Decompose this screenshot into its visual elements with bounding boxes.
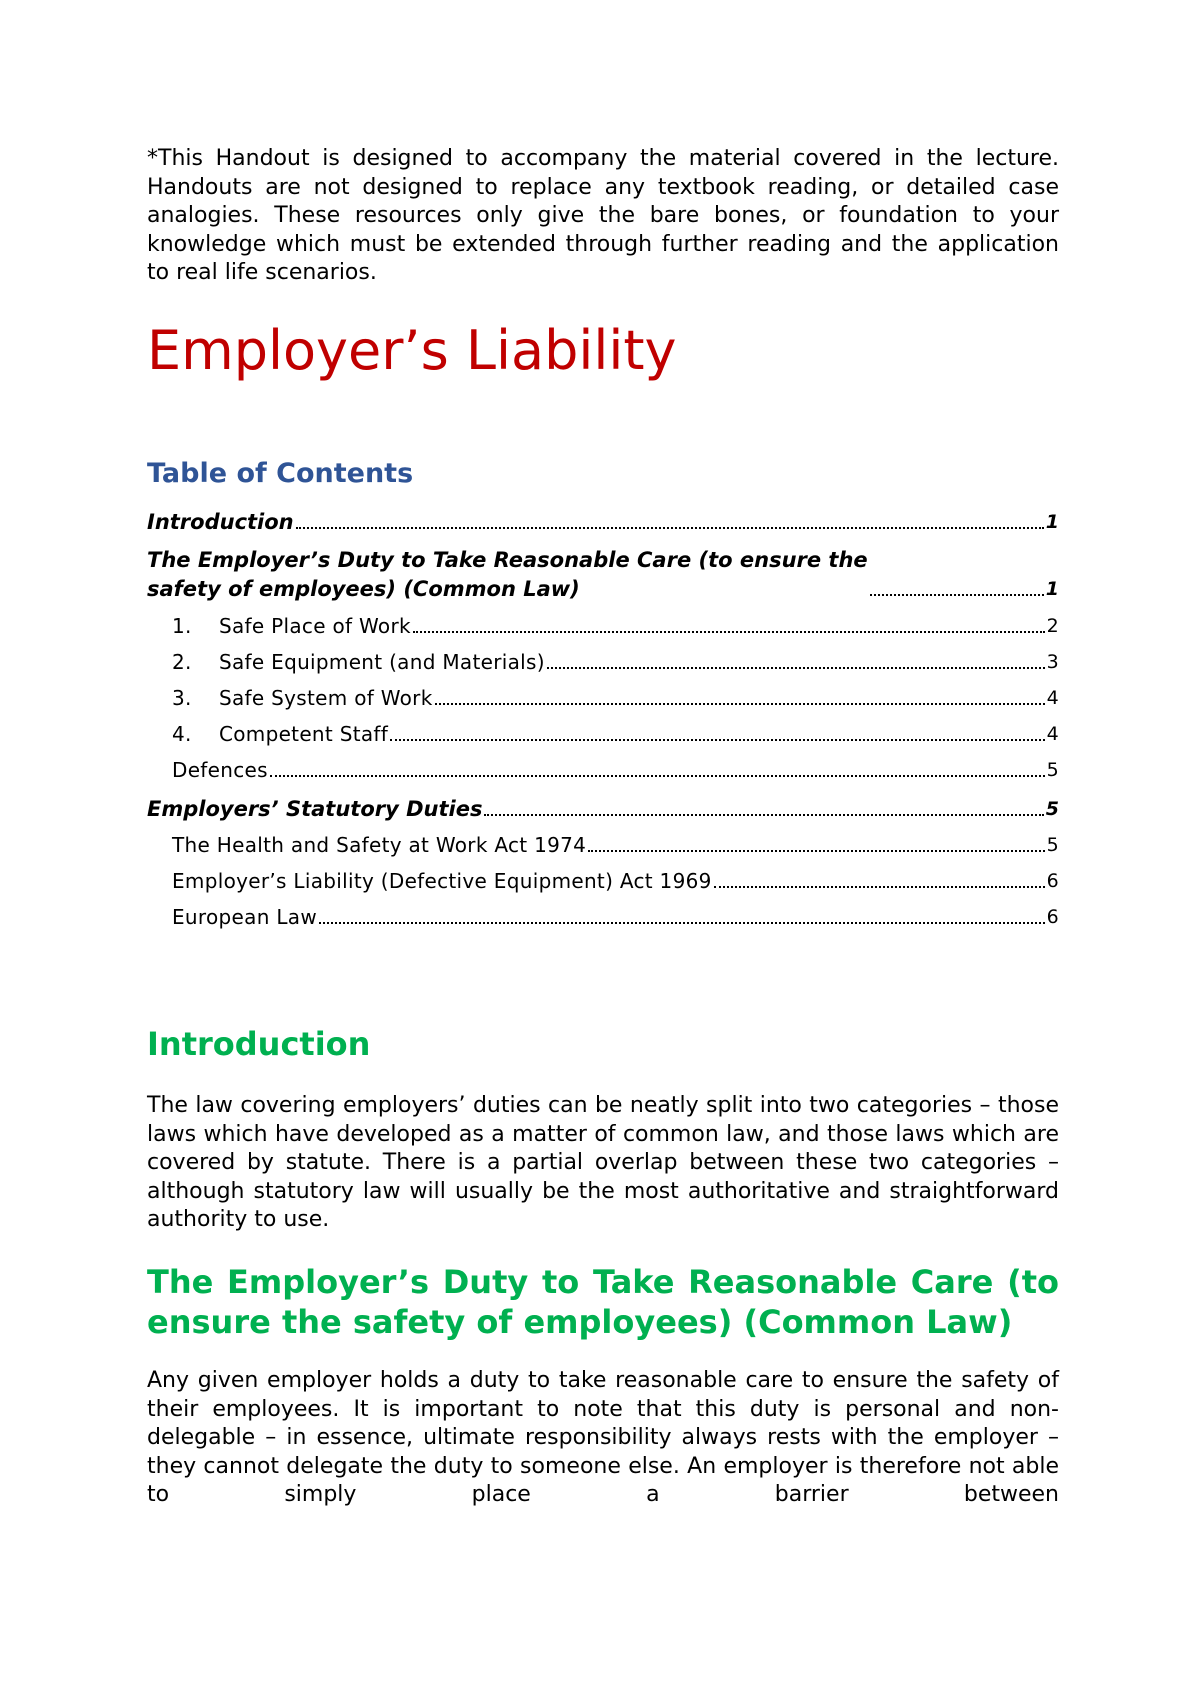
document-title: Employer’s Liability [147,319,677,382]
handout-note: *This Handout is designed to accompany the material covered in the lecture. Handouts are not designed to replace any textbook reading, or detailed case analogies. These resources only give the bare bones, or foundation to your knowledge which must be extended through further reading and the application to real life scenarios. [147,146,1059,285]
toc-page-number: 3 [1046,651,1059,673]
toc-entry-safe-equipment[interactable] [147,648,1059,677]
toc-leader [319,922,1045,924]
toc-page-number: 6 [1046,870,1059,892]
toc-entry-health-and-safety-act[interactable] [147,831,1059,860]
toc-page-number: 5 [1046,759,1059,781]
toc-entry-label: Introduction [147,510,294,534]
toc-entry-statutory-duties[interactable] [147,795,1059,824]
toc-leader [547,667,1045,669]
introduction-paragraph: The law covering employers’ duties can be neatly split into two categories – those laws which have developed as a matter of common law, and those laws which are covered by statute. There is a partial overlap between these two categories – although statutory law will usually be the most authoritative and straightforward authority to use. [147,1093,1059,1232]
toc-page-number: 1 [1045,578,1059,600]
toc-entry-defences[interactable] [147,756,1059,785]
toc-entry-label: Employer’s Liability (Defective Equipment) Act 1969 [172,869,712,893]
toc-entry-defective-equipment-act[interactable] [147,867,1059,896]
toc-entry-european-law[interactable] [147,903,1059,932]
toc-page-number: 5 [1046,834,1059,856]
toc-page-number: 1 [1045,511,1059,533]
section-heading-employers-duty: The Employer’s Duty to Take Reasonable Care (to ensure the safety of employees) (Common Law) [147,1263,1059,1341]
section-heading-introduction: Introduction [147,1025,371,1063]
toc-leader [484,814,1043,816]
toc-leader [296,527,1044,529]
toc-entry-label [147,546,868,604]
toc-entry-number: 2. [172,650,192,674]
toc-leader [870,594,1044,596]
toc-leader [270,775,1045,777]
toc-entry-label: Safe Equipment (and Materials) [219,650,545,674]
toc-entry-label: Employers’ Statutory Duties [147,797,483,821]
toc-page-number: 4 [1046,687,1059,709]
toc-leader [588,850,1044,852]
toc-heading: Table of Contents [147,458,414,489]
toc-leader [413,631,1045,633]
toc-entry-label: Safe System of Work [219,686,433,710]
toc-page-number: 6 [1046,906,1059,928]
employers-duty-paragraph: Any given employer holds a duty to take reasonable care to ensure the safety of their employees. It is important to note that this duty is personal and non-delegable – in essence, ultimate responsibility always rests with the employer – they cannot delegate the duty to someone else. An employer is therefore not able to simply place a barrier between [147,1368,1059,1507]
toc-entry-number: 3. [172,686,192,710]
toc-entry-competent-staff[interactable] [147,720,1059,749]
toc-entry-number: 4. [172,722,192,746]
toc-entry-label: Defences [172,758,268,782]
toc-entry-label-line2: safety of employees) (Common Law) [147,577,580,601]
toc-page-number: 4 [1046,723,1059,745]
toc-leader [435,703,1045,705]
toc-entry-label: Competent Staff [219,722,389,746]
toc-entry-label-line1: The Employer’s Duty to Take Reasonable Care (to ensure the [147,548,868,572]
toc-entry-label: The Health and Safety at Work Act 1974 [172,833,587,857]
toc-leader [714,886,1045,888]
toc-entry-label: European Law [172,905,317,929]
toc-page-number: 2 [1046,615,1059,637]
toc-entry-safe-place-of-work[interactable] [147,612,1059,641]
toc-page-number: 5 [1045,798,1059,820]
toc-entry-safe-system-of-work[interactable] [147,684,1059,713]
toc-entry-employers-duty[interactable] [147,546,1059,604]
toc-entry-label: Safe Place of Work [219,614,411,638]
toc-entry-introduction[interactable] [147,508,1059,537]
table-of-contents [147,508,1059,932]
toc-leader [390,739,1045,741]
toc-entry-number: 1. [172,614,192,638]
